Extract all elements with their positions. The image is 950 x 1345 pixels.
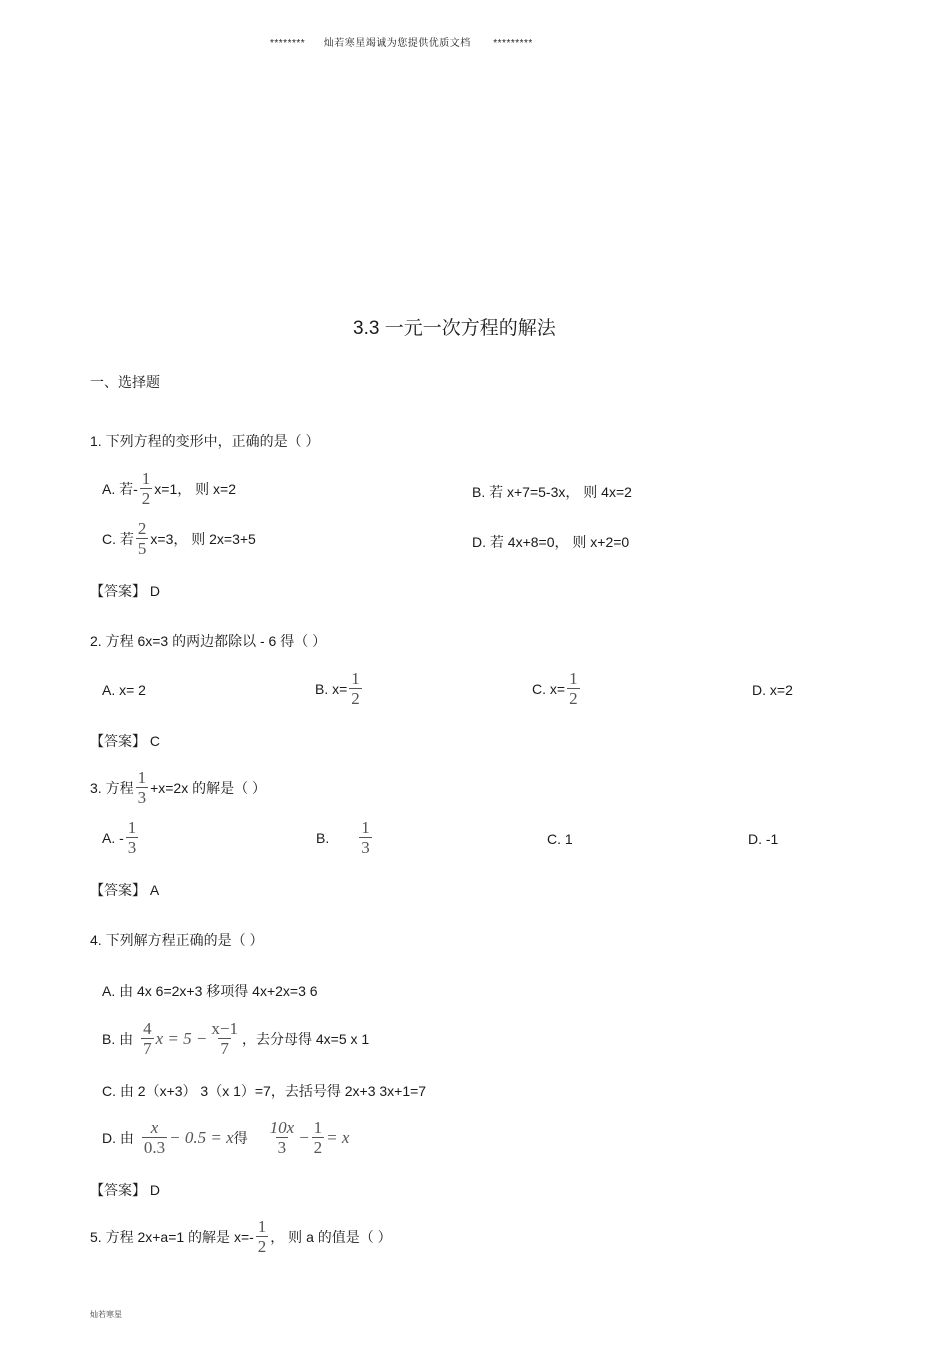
- q1-answer: 【答案】 D: [90, 583, 160, 599]
- q4-b-prefix: B. 由: [102, 1030, 134, 1047]
- q3-stem-num: 1: [137, 768, 147, 787]
- q4-d-de: 得: [233, 1129, 248, 1146]
- q4-d-suffix: = x: [326, 1127, 350, 1147]
- q5-stem-fraction: [256, 1218, 269, 1255]
- q4-b-num-1: 4: [143, 1019, 152, 1038]
- page-footer: 灿若寒星: [90, 1310, 122, 1319]
- question-4-stem: 4. 下列解方程正确的是（ ）: [90, 932, 264, 948]
- q1-a-fraction: [140, 470, 153, 507]
- q1-a-prefix: A. 若-: [102, 480, 138, 497]
- q4-d-den-2: 3: [277, 1138, 287, 1157]
- q4-d-den-3: 2: [313, 1138, 323, 1157]
- q4-answer: 【答案】 D: [90, 1182, 160, 1198]
- q4-d-num-1: x: [150, 1118, 159, 1137]
- q2-b-num: 1: [351, 669, 360, 688]
- q3-stem-suffix: +x=2x 的解是（ ）: [150, 779, 266, 796]
- q2-b-den: 2: [351, 689, 360, 708]
- q5-stem-den: 2: [257, 1237, 267, 1256]
- q4-d-fraction-1: [142, 1119, 167, 1156]
- q2-c-den: 2: [569, 689, 578, 708]
- q2-option-b: [315, 670, 364, 707]
- q3-b-prefix: B.: [316, 829, 330, 846]
- header-right-stars: *********: [493, 38, 533, 49]
- q3-b-num: 1: [361, 818, 370, 837]
- q1-c-den: 5: [137, 539, 147, 558]
- q1-a-den: 2: [141, 489, 151, 508]
- header-text: 灿若寒星竭诚为您提供优质文档: [323, 38, 471, 49]
- q5-stem-num: 1: [257, 1217, 267, 1236]
- question-3-stem: [90, 769, 266, 806]
- q4-b-fraction-2: [209, 1020, 240, 1057]
- q5-stem-suffix: ， 则 a 的值是（ ）: [270, 1228, 392, 1245]
- q2-b-fraction: [349, 670, 362, 707]
- q3-a-num: 1: [127, 818, 137, 837]
- q4-b-fraction-1: [141, 1020, 154, 1057]
- q1-a-num: 1: [141, 469, 151, 488]
- q3-answer: 【答案】 A: [90, 882, 160, 898]
- q5-stem-prefix: 5. 方程 2x+a=1 的解是 x=-: [90, 1228, 254, 1245]
- q4-d-middle: − 0.5 = x: [169, 1127, 234, 1147]
- q3-a-fraction: [126, 819, 139, 856]
- q4-option-a: A. 由 4x 6=2x+3 移项得 4x+2x=3 6: [102, 983, 318, 999]
- q4-d-num-2: 10x: [269, 1118, 295, 1137]
- q1-option-d: D. 若 4x+8=0， 则 x+2=0: [472, 534, 630, 550]
- q4-b-middle: x = 5 −: [155, 1028, 208, 1048]
- q4-b-den-2: 7: [220, 1039, 229, 1058]
- q2-answer: 【答案】 C: [90, 733, 160, 749]
- q3-stem-fraction: [136, 769, 149, 806]
- question-1-stem: 1. 下列方程的变形中，正确的是（ ）: [90, 433, 320, 449]
- q1-c-num: 2: [137, 519, 147, 538]
- question-5-stem: [90, 1218, 392, 1255]
- header-bar: [270, 34, 533, 49]
- q4-b-suffix: ，去分母得 4x=5 x 1: [241, 1030, 370, 1047]
- section-heading: 一、选择题: [90, 374, 160, 390]
- page-title: 3.3 一元一次方程的解法: [353, 318, 556, 339]
- q2-c-fraction: [567, 670, 580, 707]
- q3-option-c: C. 1: [547, 831, 573, 847]
- q4-d-fraction-2: [268, 1119, 297, 1156]
- q1-option-b: B. 若 x+7=5-3x， 则 4x=2: [472, 484, 632, 500]
- q2-b-prefix: B. x=: [315, 680, 348, 697]
- q2-option-d: D. x=2: [752, 682, 793, 698]
- q4-option-c: C. 由 2（x+3） 3（x 1）=7，去括号得 2x+3 3x+1=7: [102, 1083, 427, 1099]
- q1-a-suffix: x=1， 则 x=2: [154, 480, 236, 497]
- q4-d-fraction-3: [312, 1119, 325, 1156]
- q3-b-den: 3: [361, 838, 370, 857]
- q3-stem-den: 3: [137, 788, 147, 807]
- q4-d-prefix: D. 由: [102, 1129, 134, 1146]
- q4-option-d: [102, 1119, 349, 1156]
- q1-c-suffix: x=3， 则 2x=3+5: [150, 530, 256, 547]
- q4-b-num-2: x−1: [211, 1019, 238, 1038]
- q4-d-num-3: 1: [313, 1118, 323, 1137]
- q3-b-fraction: [359, 819, 372, 856]
- q1-c-fraction: [136, 520, 149, 557]
- q3-option-d: D. -1: [748, 831, 779, 847]
- q3-option-b: [316, 819, 374, 856]
- header-left-stars: ********: [270, 38, 306, 49]
- q3-a-den: 3: [127, 838, 137, 857]
- q3-a-prefix: A. -: [102, 829, 124, 846]
- q2-c-num: 1: [569, 669, 578, 688]
- q1-option-c: [102, 520, 256, 557]
- q1-c-prefix: C. 若: [102, 530, 134, 547]
- q4-d-minus: −: [298, 1127, 310, 1147]
- q4-d-den-1: 0.3: [143, 1138, 166, 1157]
- question-2-stem: 2. 方程 6x=3 的两边都除以 - 6 得（ ）: [90, 633, 327, 649]
- q1-option-a: [102, 470, 236, 507]
- q2-option-a: A. x= 2: [102, 682, 146, 698]
- q2-c-prefix: C. x=: [532, 680, 566, 697]
- q3-stem-prefix: 3. 方程: [90, 779, 134, 796]
- q2-option-c: [532, 670, 582, 707]
- q3-option-a: [102, 819, 140, 856]
- q4-option-b: [102, 1020, 369, 1057]
- q4-b-den-1: 7: [143, 1039, 152, 1058]
